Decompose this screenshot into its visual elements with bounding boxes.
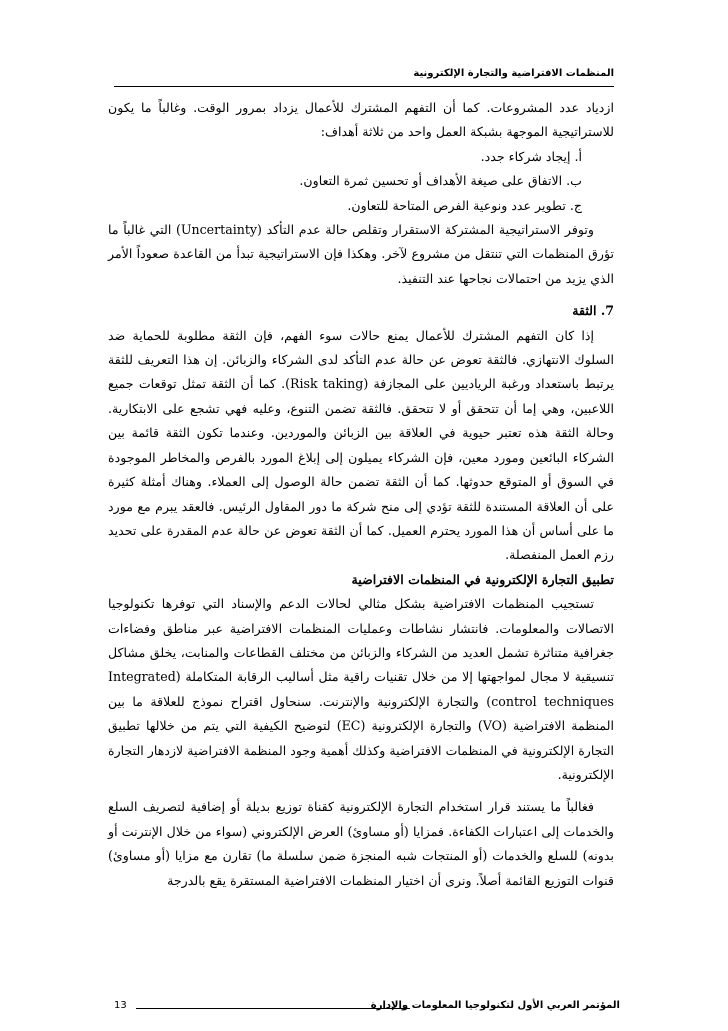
page-footer (114, 1000, 620, 1016)
page-number: 13 (114, 1000, 127, 1011)
paragraph-trust: إذا كان التفهم المشترك للأعمال يمنع حالات سوء الفهم، فإن الثقة مطلوبة للحماية ضد السلوك الانتهازي. فالثقة تعوض عن حالة عدم التأكد لدى الشركاء والزبائن. إن هذا التعريف للثقة يرتبط باستعداد ورغبة الرياديين على المجازفة (Risk taking). كما أن الثقة تمثل توقعات جميع اللاعبين، وهي إما أن تتحقق أو لا تتحقق. فالثقة تضمن التنوع، وعليه فهي تشجع على الابتكارية. وحالة الثقة هذه تعتبر حيوية في العلاقة بين الزبائن والموردين. وعندما تكون الثقة قائمة بين الشركاء البائعين ومورد معين، فإن الشركاء يميلون إلى إبلاغ المورد بالفرص والمخاطر الموجودة في السوق أو المتوقع حدوثها. كما أن الثقة تضمن حالة الوصول إلى العملاء. وهناك أمثلة كثيرة على أن العلاقة المستندة للثقة تؤدي إلى منح شركة ما دور المقاول الرئيس. فالعقد يبرم مع مورد ما على أساس أن هذا المورد يحترم العميل. كما أن الثقة تعوض عن حالة عدم المقدرة على تحديد رزم العمل المنفصلة. (108, 327, 614, 563)
paragraph-final: فغالباً ما يستند قرار استخدام التجارة الإلكترونية كقناة توزيع بديلة أو إضافية لتصريف السلع والخدمات إلى اعتبارات الكفاءة. فمزايا (أو مساوئ) العرض الإلكتروني (سواء من خلال الإنترنت أو بدونه) للسلع والخدمات (أو المنتجات شبه المنجزة ضمن سلسلة ما) تقارن مع مزايا (أو مساوئ) قنوات التوزيع القائمة أصلاً. ونرى أن اختيار المنظمات الافتراضية المستقرة يقع بالدرجة (108, 799, 614, 888)
section-heading-trust: 7. الثقة (572, 303, 614, 319)
paragraph-uncertainty: وتوفر الاستراتيجية المشتركة الاستقرار وتقلص حالة عدم التأكد (Uncertainty) التي غالباً ما تؤرق المنظمات التي تنتقل من مشروع لآخر. وهكذا فإن الاستراتيجية تبدأ من القاعدة صعوداً الأمر الذي يزيد من احتمالات نجاحها عند التنفيذ. (108, 222, 614, 286)
footer-conference-title: المؤتمر العربي الأول لتكنولوجيا المعلومات والإدارة (370, 1000, 620, 1011)
list-item-c: ج. تطوير عدد ونوعية الفرص المتاحة للتعاون. (347, 197, 582, 213)
list-item-a: أ. إيجاد شركاء جدد. (480, 148, 582, 164)
running-header: المنظمات الافتراضية والتجارة الإلكترونية (413, 68, 614, 79)
list-item-b: ب. الاتفاق على صيغة الأهداف أو تحسين ثمرة التعاون. (299, 173, 582, 189)
paragraph-intro: ازدياد عدد المشروعات. كما أن التفهم المشترك للأعمال يزداد بمرور الوقت. وغالباً ما يكون للاستراتيجية الموجهة بشبكة العمل واحد من ثلاثة أهداف: (108, 100, 614, 140)
paragraph-application: تستجيب المنظمات الافتراضية بشكل مثالي لحالات الدعم والإسناد التي توفرها تكنولوجيا الاتصالات والمعلومات. فانتشار نشاطات وعمليات المنظمات الافتراضية عبر مناطق وفضاءات جغرافية متناثرة تشمل العديد من الشركاء والزبائن من مختلف القطاعات والمنابت، يخلق مشاكل تنسيقية لا مجال لمواجهتها إلا من خلال تقنيات راقية مثل أساليب الرقابة المتكاملة (Integrated control techniques) والتجارة الإلكترونية والإنترنت. سنحاول اقتراح نموذج للعلاقة ما بين المنظمة الافتراضية (VO) والتجارة الإلكترونية (EC) لتوضيح الكيفية التي يتم من خلالها تطبيق التجارة الإلكترونية في المنظمات الافتراضية وكذلك أهمية وجود المنظمة الافتراضية لازدهار التجارة الإلكترونية. (108, 596, 614, 782)
footer-rule (136, 1008, 410, 1009)
body-text (108, 96, 614, 893)
header-rule (114, 86, 614, 87)
section-heading-application: تطبيق التجارة الإلكترونية في المنظمات الافتراضية (351, 571, 614, 587)
